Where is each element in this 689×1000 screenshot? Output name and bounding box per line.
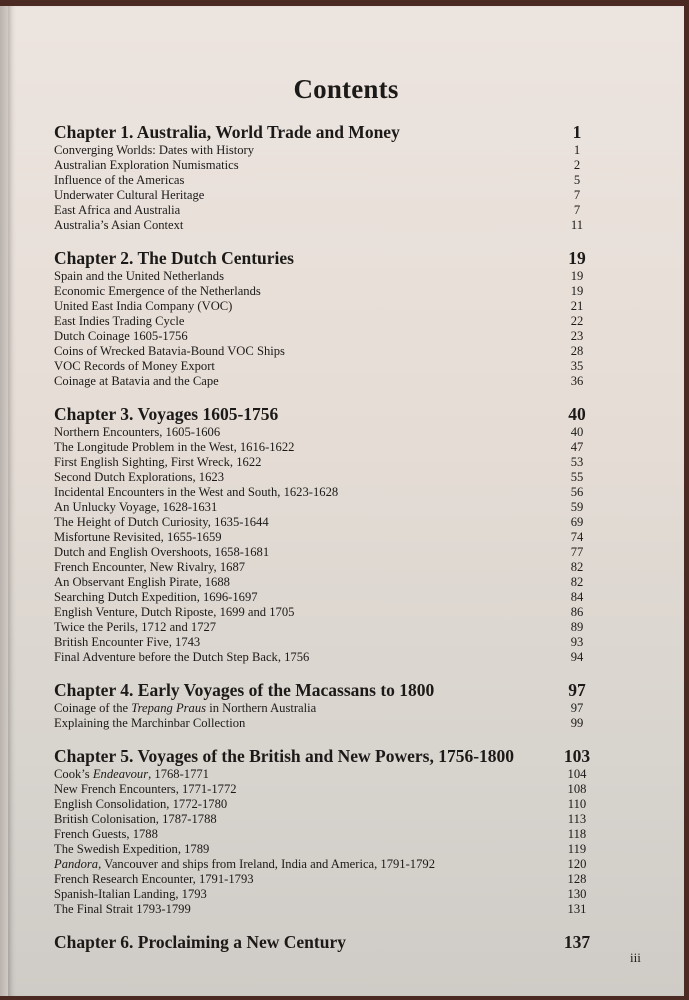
entry-page-number: 28 <box>570 344 584 358</box>
toc-entry <box>54 797 599 812</box>
entry-title: An Observant English Pirate, 1688 <box>54 575 230 589</box>
toc-entry <box>54 545 599 560</box>
entry-title: British Encounter Five, 1743 <box>54 635 201 649</box>
entry-title-italic: Trepang Praus <box>131 701 207 715</box>
toc-entry <box>54 188 599 203</box>
entry-page-number: 84 <box>570 590 584 604</box>
toc-entry <box>54 515 599 530</box>
chapter-title: Chapter 1. Australia, World Trade and Money <box>54 122 400 142</box>
entry-title: English Consolidation, 1772-1780 <box>54 797 228 811</box>
chapter-page-number: 137 <box>563 932 591 952</box>
entry-title: Misfortune Revisited, 1655-1659 <box>54 530 222 544</box>
entry-title: French Research Encounter, 1791-1793 <box>54 872 254 886</box>
entry-title <box>54 767 209 782</box>
entry-page-number: 69 <box>570 515 584 529</box>
entry-title: Northern Encounters, 1605-1606 <box>54 425 221 439</box>
entry-title-italic: Endeavour <box>92 767 149 781</box>
entry-page-number: 108 <box>567 782 587 796</box>
entry-page-number: 40 <box>570 425 584 439</box>
entry-title: The Final Strait 1793-1799 <box>54 902 191 916</box>
entry-title: French Guests, 1788 <box>54 827 158 841</box>
toc-entry <box>54 485 599 500</box>
entry-title-text: Coinage of the <box>54 701 132 715</box>
entry-page-number: 82 <box>570 560 584 574</box>
entry-page-number: 130 <box>567 887 587 901</box>
entry-page-number: 21 <box>570 299 584 313</box>
chapter-title: Chapter 6. Proclaiming a New Century <box>54 932 346 952</box>
entry-page-number: 22 <box>570 314 584 328</box>
toc-entry <box>54 560 599 575</box>
toc-entry <box>54 767 599 782</box>
entry-page-number: 99 <box>570 716 584 730</box>
entry-title: Spain and the United Netherlands <box>54 269 224 283</box>
toc-entry <box>54 842 599 857</box>
entry-title: The Longitude Problem in the West, 1616-1622 <box>54 440 295 454</box>
entry-title: Searching Dutch Expedition, 1696-1697 <box>54 590 258 604</box>
toc-entry <box>54 314 599 329</box>
toc-entry <box>54 425 599 440</box>
toc-entry <box>54 872 599 887</box>
toc-entry <box>54 887 599 902</box>
entry-title: Australia’s Asian Context <box>54 218 184 232</box>
toc-entry <box>54 143 599 158</box>
page-title: Contents <box>293 74 399 104</box>
entry-page-number: 119 <box>567 842 587 856</box>
entry-title: French Encounter, New Rivalry, 1687 <box>54 560 246 574</box>
toc-entry <box>54 284 599 299</box>
entry-page-number: 47 <box>570 440 584 454</box>
toc-entry <box>54 374 599 389</box>
entry-title-italic: Pandora <box>54 857 99 871</box>
entry-page-number: 7 <box>573 203 581 217</box>
entry-page-number: 77 <box>570 545 584 559</box>
entry-page-number: 128 <box>567 872 587 886</box>
toc-entry <box>54 173 599 188</box>
entry-title: Explaining the Marchinbar Collection <box>54 716 246 730</box>
entry-title: Coinage at Batavia and the Cape <box>54 374 219 388</box>
toc-entry <box>54 470 599 485</box>
entry-title-text: Cook’s <box>54 767 93 781</box>
entry-page-number: 53 <box>570 455 584 469</box>
entry-title: An Unlucky Voyage, 1628-1631 <box>54 500 218 514</box>
toc-entry <box>54 329 599 344</box>
toc-entry <box>54 440 599 455</box>
entry-title: English Venture, Dutch Riposte, 1699 and 1705 <box>54 605 295 619</box>
toc-entry <box>54 455 599 470</box>
toc-entry <box>54 359 599 374</box>
chapter-page-number: 97 <box>568 680 586 700</box>
toc-entry <box>54 857 599 872</box>
toc-entry <box>54 344 599 359</box>
entry-page-number: 7 <box>573 188 581 202</box>
entry-title-text: , Vancouver and ships from Ireland, India and America, 1791-1792 <box>98 857 435 871</box>
chapter-section <box>54 403 599 665</box>
entry-page-number: 104 <box>567 767 587 781</box>
toc-entry <box>54 269 599 284</box>
entry-title: Dutch Coinage 1605-1756 <box>54 329 188 343</box>
chapter-title: Chapter 3. Voyages 1605-1756 <box>54 404 279 424</box>
entry-page-number: 110 <box>567 797 587 811</box>
toc-entry <box>54 650 599 665</box>
chapter-title: Chapter 2. The Dutch Centuries <box>54 248 294 268</box>
toc-entry <box>54 218 599 233</box>
entry-title: Second Dutch Explorations, 1623 <box>54 470 224 484</box>
chapter-page-number: 1 <box>572 122 582 142</box>
entry-title: East Africa and Australia <box>54 203 181 217</box>
entry-title: VOC Records of Money Export <box>54 359 215 373</box>
entry-page-number: 1 <box>573 143 581 157</box>
chapter-section <box>54 679 599 731</box>
toc-entry <box>54 701 599 716</box>
entry-title: Influence of the Americas <box>54 173 185 187</box>
chapter-heading <box>54 931 599 953</box>
entry-title: Coins of Wrecked Batavia-Bound VOC Ships <box>54 344 285 358</box>
toc-entry <box>54 575 599 590</box>
entry-title: Underwater Cultural Heritage <box>54 188 205 202</box>
entry-title: The Swedish Expedition, 1789 <box>54 842 210 856</box>
entry-page-number: 19 <box>570 269 584 283</box>
chapter-section <box>54 931 599 953</box>
entry-page-number: 59 <box>570 500 584 514</box>
chapter-heading <box>54 403 599 425</box>
entry-title: Final Adventure before the Dutch Step Back, 1756 <box>54 650 310 664</box>
entry-page-number: 55 <box>570 470 584 484</box>
entry-page-number: 2 <box>573 158 581 172</box>
page-number: iii <box>630 950 641 965</box>
toc-entry <box>54 605 599 620</box>
toc-entry <box>54 530 599 545</box>
toc-entry <box>54 620 599 635</box>
entry-page-number: 97 <box>570 701 584 715</box>
table-of-contents <box>54 121 599 967</box>
toc-entry <box>54 500 599 515</box>
chapter-heading <box>54 679 599 701</box>
chapter-title: Chapter 4. Early Voyages of the Macassans to 1800 <box>54 680 435 700</box>
entry-title: Converging Worlds: Dates with History <box>54 143 255 157</box>
entry-page-number: 36 <box>570 374 584 388</box>
entry-page-number: 82 <box>570 575 584 589</box>
entry-page-number: 120 <box>567 857 587 871</box>
entry-page-number: 74 <box>570 530 584 544</box>
entry-title: The Height of Dutch Curiosity, 1635-1644 <box>54 515 269 529</box>
toc-entry <box>54 158 599 173</box>
book-page <box>8 6 684 996</box>
toc-entry <box>54 902 599 917</box>
entry-page-number: 35 <box>570 359 584 373</box>
entry-title: Spanish-Italian Landing, 1793 <box>54 887 207 901</box>
toc-entry <box>54 635 599 650</box>
entry-title <box>54 701 316 716</box>
toc-entry <box>54 590 599 605</box>
chapter-heading <box>54 121 599 143</box>
chapter-page-number: 103 <box>563 746 591 766</box>
entry-title: Incidental Encounters in the West and South, 1623-1628 <box>54 485 339 499</box>
entry-title: Australian Exploration Numismatics <box>54 158 239 172</box>
entry-title: British Colonisation, 1787-1788 <box>54 812 217 826</box>
chapter-section <box>54 745 599 917</box>
chapter-heading <box>54 745 599 767</box>
entry-page-number: 94 <box>570 650 584 664</box>
entry-page-number: 86 <box>570 605 584 619</box>
toc-entry <box>54 299 599 314</box>
entry-title: East Indies Trading Cycle <box>54 314 185 328</box>
entry-title <box>54 857 435 872</box>
toc-entry <box>54 203 599 218</box>
entry-title: Dutch and English Overshoots, 1658-1681 <box>54 545 270 559</box>
chapter-page-number: 19 <box>568 248 586 268</box>
chapter-page-number: 40 <box>568 404 586 424</box>
entry-page-number: 23 <box>570 329 584 343</box>
entry-page-number: 131 <box>567 902 587 916</box>
entry-title: United East India Company (VOC) <box>54 299 233 313</box>
entry-page-number: 56 <box>570 485 584 499</box>
toc-entry <box>54 716 599 731</box>
chapter-heading <box>54 247 599 269</box>
entry-title: Twice the Perils, 1712 and 1727 <box>54 620 217 634</box>
entry-page-number: 19 <box>570 284 584 298</box>
entry-page-number: 93 <box>570 635 584 649</box>
entry-page-number: 5 <box>573 173 581 187</box>
chapter-title: Chapter 5. Voyages of the British and New Powers, 1756-1800 <box>54 746 515 766</box>
entry-page-number: 113 <box>567 812 587 826</box>
entry-page-number: 118 <box>567 827 587 841</box>
toc-entry <box>54 812 599 827</box>
toc-entry <box>54 782 599 797</box>
entry-title-text: in Northern Australia <box>206 701 317 715</box>
toc-entry <box>54 827 599 842</box>
entry-title: New French Encounters, 1771-1772 <box>54 782 237 796</box>
entry-title: First English Sighting, First Wreck, 1622 <box>54 455 262 469</box>
chapter-section <box>54 247 599 389</box>
entry-page-number: 11 <box>570 218 584 232</box>
entry-title-text: , 1768-1771 <box>148 767 209 781</box>
entry-page-number: 89 <box>570 620 584 634</box>
chapter-section <box>54 121 599 233</box>
entry-title: Economic Emergence of the Netherlands <box>54 284 261 298</box>
